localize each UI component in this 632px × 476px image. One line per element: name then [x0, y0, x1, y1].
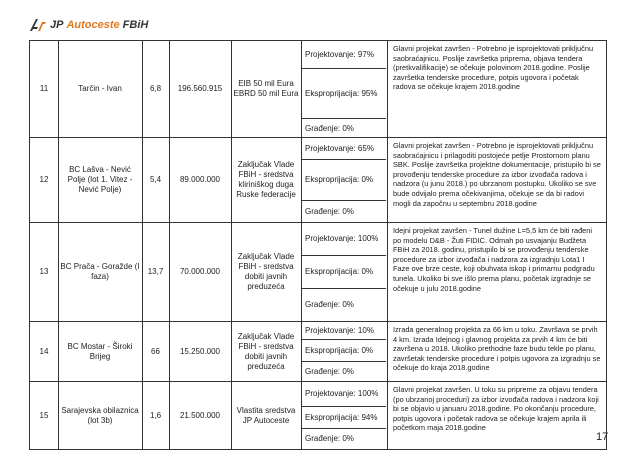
project-value: 15.250.000 — [179, 346, 221, 356]
section-length: 13,7 — [147, 267, 164, 276]
page-number: 17 — [596, 431, 609, 443]
section-length: 6,8 — [149, 84, 162, 93]
status-projektovanje: Projektovanje: 65% — [301, 138, 386, 160]
financing-source: Vlastita sredstva JP Autoceste — [236, 405, 296, 425]
status-projektovanje: Projektovanje: 100% — [301, 382, 386, 407]
financing-source: EIB 50 mil Eura EBRD 50 mil Eura — [233, 79, 299, 98]
status-note: Glavni projekat završen. U toku su pripreme za objavu tendera (po ubrzanoj proceduri) za izbor izvođača radova i nadzora koji bi se objavio u januaru 2018.godine. Po okončanju procedure, potpis ugovora i početak radova se očekuje krajem aprila ili početkom maja 2018.godine — [393, 385, 599, 433]
brand-jp: JP — [50, 19, 64, 31]
status-note: Idejni projekat završen - Tunel dužine L=5,5 km će biti rađeni po modelu D&B - Žuti FIDIC. Odmah po usvajanju Budžeta FBiH za 2018. godinu, pristupilo bi se provođenju tenderske procedure za izbor izvođača i nadzora za izgradnju Lota1 I Faze ove brze ceste, koji obuhvata iskop i primarnu podgradu tunela. Ukoliko bi sve išlo prema planu, početak izgradnje se očekuje u julu 2018.godine — [393, 226, 595, 293]
status-eksproprijacija: Eksproprijacija: 95% — [301, 69, 386, 119]
status-eksproprijacija: Eksproprijacija: 0% — [301, 256, 386, 289]
status-note: Glavni projekat završen - Potrebno je isprojektovati priključnu saobraćajnicu i prilagoditi postojeće petlje Prostornom planu SBK. Poslije završetka projektne dokumentacije, pristupilo bi se provođenju tenderske procedure za izbor izvođača radova i nadzora (u junu 2018.) po ubrzanom postupku. Ukoliko se sve bude odvijalo prema očekivanjima, očekuje se da bi radovi mogli da započnu u septembru 2018.godine — [393, 141, 601, 208]
project-value: 89.000.000 — [179, 175, 221, 184]
status-projektovanje: Projektovanje: 100% — [301, 223, 386, 256]
status-gradjenje: Građenje: 0% — [305, 366, 354, 376]
section-name: BC Prača - Goražde (I faza) — [60, 262, 140, 281]
section-length: 5,4 — [149, 175, 162, 184]
section-name: BC Mostar - Široki Brijeg — [67, 341, 133, 361]
section-length: 1,6 — [149, 410, 162, 420]
jp-autoceste-logo-icon — [29, 18, 47, 32]
row-number: 12 — [39, 175, 49, 184]
row-number: 11 — [39, 84, 49, 93]
status-projektovanje: Projektovanje: 10% — [301, 322, 386, 340]
table-row — [29, 40, 607, 138]
status-gradjenje: Građenje: 0% — [305, 300, 354, 309]
brand-fbih: FBiH — [122, 19, 149, 31]
status-gradjenje: Građenje: 0% — [305, 206, 354, 216]
status-gradjenje: Građenje: 0% — [305, 123, 354, 133]
row-number: 14 — [39, 346, 49, 356]
section-name: BC Lašva - Nević Polje (lot 1. Vitez - Nević Polje) — [67, 165, 133, 194]
status-projektovanje: Projektovanje: 97% — [301, 41, 386, 69]
project-value: 21.500.000 — [179, 410, 221, 420]
table-row — [29, 138, 607, 223]
status-gradjenje: Građenje: 0% — [305, 434, 354, 443]
table-row — [29, 322, 607, 382]
status-eksproprijacija: Eksproprijacija: 0% — [301, 160, 386, 201]
table-row — [29, 223, 607, 322]
status-eksproprijacija: Eksproprijacija: 0% — [301, 340, 386, 362]
financing-source: Zaključak Vlade FBiH - sredstva kliriniškog duga Ruske federacije — [236, 160, 296, 199]
project-value: 70.000.000 — [179, 267, 221, 276]
project-value: 196.560.915 — [177, 84, 223, 93]
financing-source: Zaključak Vlade FBiH - sredstva dobiti javnih preduzeća — [237, 252, 295, 291]
section-length: 66 — [151, 346, 160, 356]
brand-name: Autoceste — [66, 19, 120, 31]
section-name: Sarajevska obilaznica (lot 3b) — [61, 405, 139, 425]
row-number: 15 — [39, 410, 49, 420]
row-number: 13 — [39, 267, 49, 276]
document-header — [29, 18, 148, 32]
status-note: Izrada generalnog projekta za 66 km u toku. Završava se prvih 4 km. Izrada Idejnog i glavnog projekta za prvih 4 km će biti završena u 2018. Ukoliko prethodne faze budu tekle po planu, završetak tenderske procedure i potpis ugovora za izgradnju se očekuje do kraja 2018.godine — [393, 325, 601, 373]
section-name: Tarčin - Ivan — [78, 84, 122, 93]
status-eksproprijacija: Eksproprijacija: 94% — [301, 407, 386, 429]
financing-source: Zaključak Vlade FBiH - sredstva dobiti javnih preduzeća — [237, 331, 295, 371]
brand-text — [50, 19, 148, 31]
table-row — [29, 382, 607, 450]
status-note: Glavni projekat završen - Potrebno je isprojektovati priključnu saobraćajnicu. Poslije završetka priprema, objava tendera (pretkvalifikacije) se očekuje polovinom 2018.godine. Poslije završetka tenderske procedure, potpis ugovora i početak radova se očekuje krajem 2018.godine — [393, 44, 594, 92]
